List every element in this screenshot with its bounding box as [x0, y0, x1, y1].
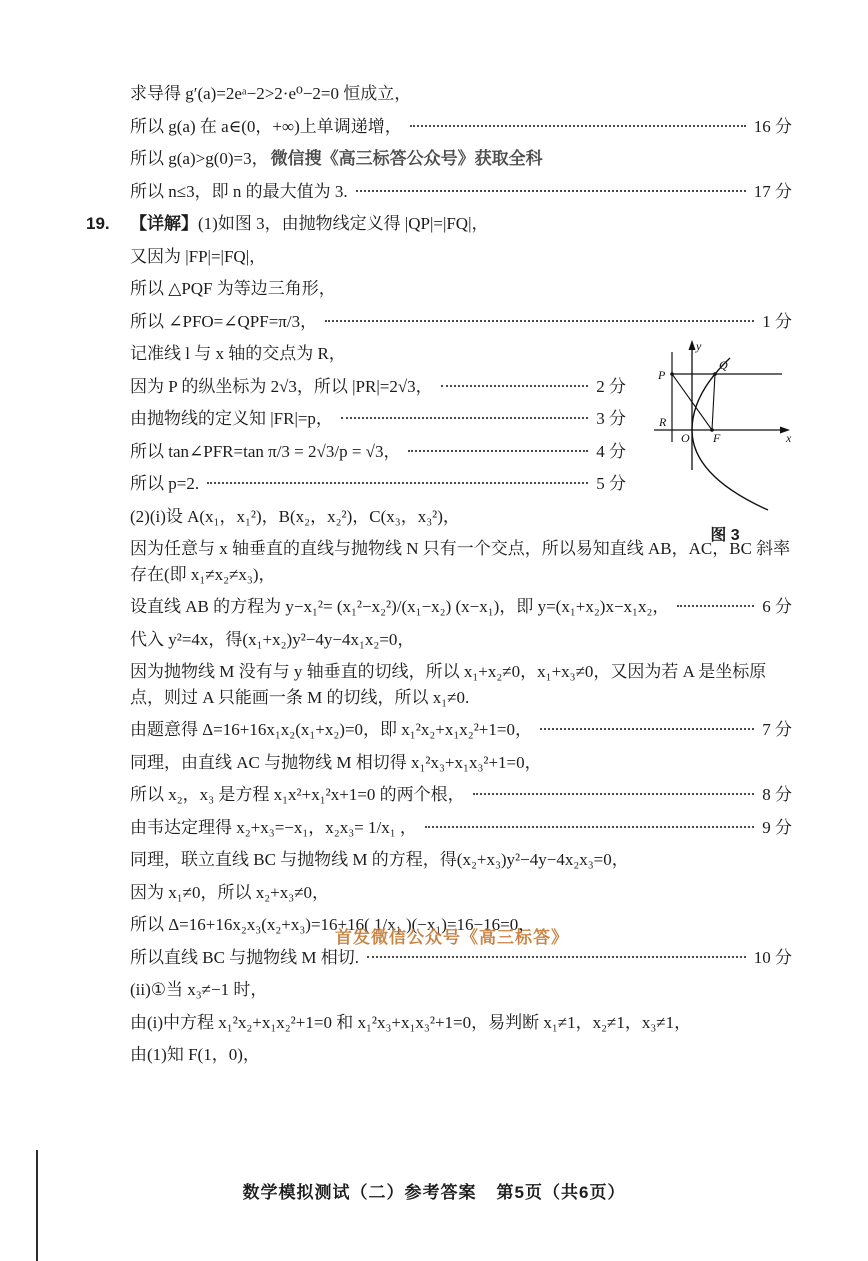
score-label: 10 分	[753, 947, 792, 967]
line-text: (2)(i)设 A(x₁，x₁²)，B(x₂，x₂²)，C(x₃，x₃²)，	[130, 506, 460, 526]
line-text: 因为 P 的纵坐标为 2√3，所以 |PR|=2√3，	[130, 376, 433, 396]
solution-content	[86, 74, 792, 1075]
dotted-leader	[367, 956, 746, 958]
line-text: 所以 x₂，x₃ 是方程 x₁x²+x₁²x+1=0 的两个根，	[130, 785, 465, 804]
solution-line	[130, 81, 792, 107]
score-label: 17 分	[753, 181, 792, 201]
line-text: 记准线 l 与 x 轴的交点为 R，	[130, 344, 346, 363]
label-y: y	[696, 339, 702, 353]
line-text: 同理，联立直线 BC 与抛物线 M 的方程，得(x₂+x₃)y²−4y−4x₂x₃=0，	[130, 850, 629, 869]
line-text: 由抛物线的定义知 |FR|=p，	[130, 409, 333, 428]
dotted-leader	[425, 826, 754, 828]
dotted-leader	[677, 605, 754, 607]
dotted-leader	[540, 728, 754, 730]
solution-line-q19	[86, 211, 792, 237]
scan-edge-artifact	[36, 1150, 38, 1261]
line-text: 因为抛物线 M 没有与 y 轴垂直的切线，所以 x₁+x₂≠0，x₁+x₃≠0，又因为若 A 是坐标原点，则过 A 只能画一条 M 的切线，所以 x₁≠0.	[130, 662, 767, 707]
line-text: 所以 g(a) 在 a∈(0，+∞)上单调递增，	[130, 116, 402, 136]
y-axis-arrow	[689, 340, 696, 350]
solution-line	[130, 880, 792, 906]
point-q	[713, 372, 717, 376]
line-text: 因为 x₁≠0，所以 x₂+x₃≠0，	[130, 882, 330, 902]
solution-line	[130, 309, 792, 335]
solution-line	[130, 374, 626, 400]
question-number: 19.	[86, 214, 110, 233]
dotted-leader	[341, 417, 588, 419]
label-r: R	[659, 415, 667, 429]
solution-line	[130, 627, 792, 653]
label-o: O	[681, 431, 690, 445]
solution-line	[130, 815, 792, 841]
score-label: 7 分	[762, 720, 792, 739]
score-label: 6 分	[762, 597, 792, 616]
line-text: 由题意得 Δ=16+16x₁x₂(x₁+x₂)=0，即 x₁²x₂+x₁x₂²+1=0，	[130, 720, 532, 739]
line-text: 由(1)知 F(1，0)，	[130, 1045, 260, 1064]
label-q: Q	[719, 358, 728, 372]
solution-line	[130, 114, 792, 140]
solution-line	[130, 179, 792, 205]
dotted-leader	[410, 125, 746, 127]
line-text: 又因为 |FP|=|FQ|，	[130, 246, 267, 266]
line-text: 所以 n≤3，即 n 的最大值为 3.	[130, 181, 348, 201]
solution-line	[130, 782, 792, 808]
dotted-leader	[441, 385, 589, 387]
solution-line	[130, 1010, 792, 1036]
line-text: 由(i)中方程 x₁²x₂+x₁x₂²+1=0 和 x₁²x₃+x₁x₃²+1=0，易判断 x₁≠1，x₂≠1，x₃≠1，	[130, 1012, 692, 1032]
figure-caption: 图 3	[710, 527, 740, 544]
score-label: 1 分	[762, 311, 792, 331]
solution-line	[130, 750, 792, 776]
line-text: 所以 g(a)>g(0)=3，	[130, 149, 269, 168]
parabola-diagram	[650, 338, 800, 518]
line-text: 代入 y²=4x，得(x₁+x₂)y²−4y−4x₁x₂=0，	[130, 629, 415, 649]
solution-line	[130, 1042, 792, 1068]
point-p	[670, 372, 674, 376]
solution-line	[130, 594, 792, 620]
label-p: P	[658, 368, 666, 382]
solution-line	[130, 406, 626, 432]
orange-watermark-text: 首发微信公众号《高三标答》	[335, 928, 569, 947]
solution-line	[130, 244, 792, 270]
score-label: 4 分	[596, 441, 626, 461]
solution-line	[130, 847, 792, 873]
line-text: 由韦达定理得 x₂+x₃=−x₁，x₂x₃= 1/x₁ ，	[130, 817, 417, 837]
line-text: 所以 △PQF 为等边三角形，	[130, 279, 336, 298]
solution-line	[130, 945, 792, 971]
label-f: F	[713, 431, 721, 445]
dotted-leader	[325, 320, 754, 322]
footer-title: 数学模拟测试（二）参考答案	[242, 1183, 477, 1202]
score-label: 2 分	[596, 376, 626, 396]
score-label: 9 分	[762, 817, 792, 837]
line-text: 因为任意与 x 轴垂直的直线与抛物线 N 只有一个交点，所以易知直线 AB，AC，BC 斜率存在(即 x₁≠x₂≠x₃)，	[130, 539, 791, 584]
dotted-leader	[356, 190, 746, 192]
line-text: 求导得 g′(a)=2eᵃ−2>2·e⁰−2=0 恒成立，	[130, 84, 412, 103]
footer-page-number: 第5页（共6页）	[496, 1183, 626, 1202]
line-text: (1)如图 3，由抛物线定义得 |QP|=|FQ|，	[198, 214, 489, 233]
line-text: 所以 ∠PFO=∠QPF=π/3，	[130, 311, 318, 331]
solution-line	[130, 977, 792, 1003]
figure-3	[650, 338, 800, 545]
solution-line	[130, 146, 792, 172]
segment-qf	[712, 374, 715, 430]
line-text: 所以直线 BC 与抛物线 M 相切.	[130, 947, 360, 967]
page-footer	[0, 1178, 868, 1203]
detail-label: 【详解】	[130, 214, 198, 233]
dotted-leader	[473, 793, 755, 795]
line-text: 所以 tan∠PFR=tan π/3 = 2√3/p = √3，	[130, 441, 401, 461]
solution-line	[130, 717, 792, 743]
watermark-text: 微信搜《高三标答公众号》获取全科	[270, 149, 543, 168]
line-text: 同理，由直线 AC 与抛物线 M 相切得 x₁²x₃+x₁x₃²+1=0，	[130, 752, 542, 772]
parabola-curve	[692, 358, 768, 510]
line-text: 所以 Δ=16+16x₂x₃(x₂+x₃)=16+16( 1/x₁ )(−x₁)=16−16=0，	[130, 915, 536, 934]
solution-line	[130, 439, 626, 465]
line-text: 设直线 AB 的方程为 y−x₁²= (x₁²−x₂²)/(x₁−x₂) (x−x₁)，即 y=(x₁+x₂)x−x₁x₂，	[130, 597, 670, 616]
solution-line	[130, 471, 626, 497]
score-label: 16 分	[753, 116, 792, 136]
solution-line	[130, 276, 792, 302]
score-label: 5 分	[596, 474, 626, 493]
dotted-leader	[207, 482, 588, 484]
label-x: x	[786, 431, 792, 445]
solution-line	[130, 912, 792, 947]
line-text: (ii)①当 x₃≠−1 时，	[130, 980, 268, 999]
score-label: 3 分	[596, 409, 626, 428]
line-text: 所以 p=2.	[130, 474, 200, 493]
solution-line	[130, 659, 792, 710]
score-label: 8 分	[762, 785, 792, 804]
dotted-leader	[408, 450, 588, 452]
